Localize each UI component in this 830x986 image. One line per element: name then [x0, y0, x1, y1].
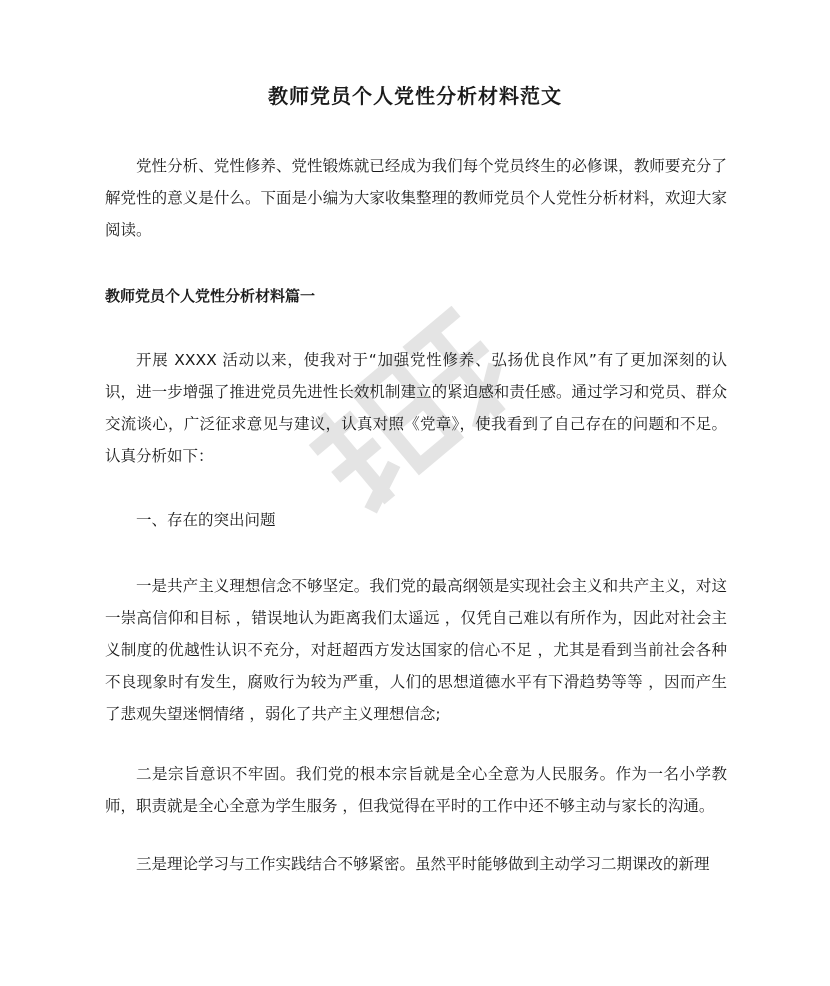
body-paragraph-3: 二是宗旨意识不牢固。我们党的根本宗旨就是全心全意为人民服务。作为一名小学教师，职责就是全心全意为学生服务 ，但我觉得在平时的工作中还不够主动与家长的沟通。 [105, 765, 727, 815]
intro-paragraph: 党性分析、党性修养、党性锻炼就已经成为我们每个党员终生的必修课，教师要充分了解党性的意义是什么。下面是小编为大家收集整理的教师党员个人党性分析材料，欢迎大家阅读。 [105, 157, 727, 239]
body-paragraph-4: 三是理论学习与工作实践结合不够紧密。虽然平时能够做到主动学习二期课改的新理 [136, 855, 710, 873]
sub-heading: 一、存在的突出问题 [136, 511, 276, 529]
body-paragraph-2: 一是共产主义理想信念不够坚定。我们党的最高纲领是实现社会主义和共产主义，对这一崇高信仰和目标 ，错误地认为距离我们太遥远 ，仅凭自己难以有所作为，因此对社会主义制度的优越性认识不充分，对赶超西方发达国家的信心不足 ，尤其是看到当前社会各种不良现象时有发生，腐败行为较为严重，人们的思想道德水平有下滑趋势等等 ，因而产生了悲观失望迷惘情绪 ，弱化了共产主义理想信念; [105, 577, 727, 723]
body-paragraph-1: 开展 XXXX 活动以来，使我对于“加强党性修养、弘扬优良作风”有了更加深刻的认识，进一步增强了推进党员先进性长效机制建立的紧迫感和责任感。通过学习和党员、群众交流谈心，广泛征求意见与建议，认真对照《党章》，使我看到了自己存在的问题和不足。认真分析如下： [105, 351, 727, 465]
section-heading: 教师党员个人党性分析材料篇一 [105, 287, 316, 305]
document-title: 教师党员个人党性分析材料范文 [268, 84, 562, 108]
